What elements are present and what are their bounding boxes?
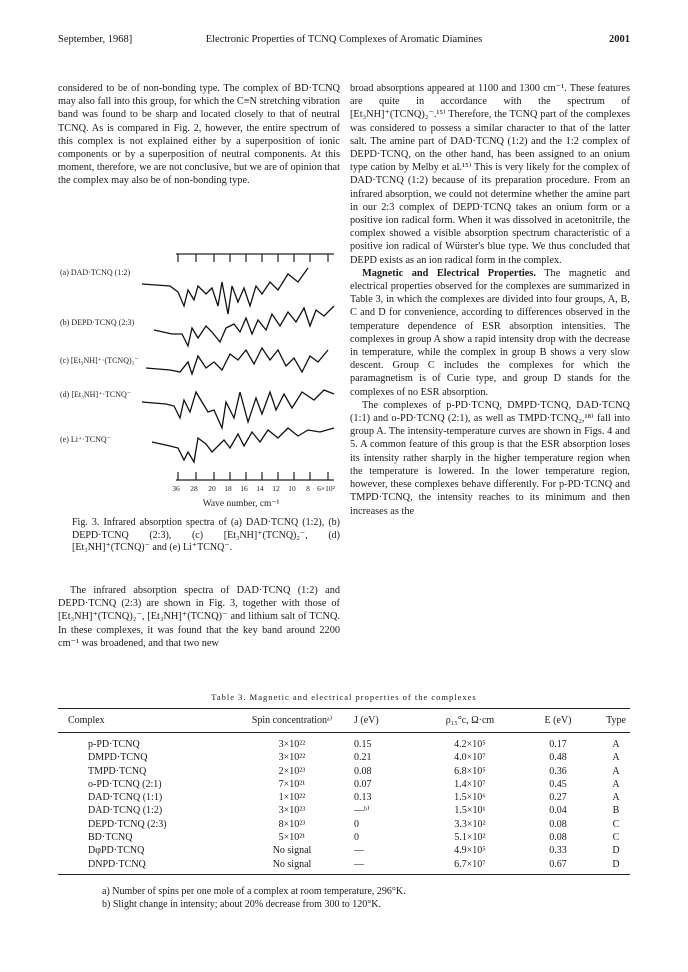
trace-label-a: (a) DAD·TCNQ (1:2) — [60, 268, 131, 277]
resistivity-cell: 4.9×10⁵ — [454, 845, 486, 857]
energy-cell: 0.08 — [549, 832, 567, 844]
j-cell: 0 — [354, 818, 359, 830]
j-cell: — — [344, 858, 426, 875]
resistivity-cell: 6.8×10⁵ — [454, 765, 486, 777]
tick-labels — [172, 484, 335, 493]
x-axis-label: Wave number, cm⁻¹ — [202, 499, 280, 509]
tick-label: 6×10² — [317, 484, 335, 493]
right-column — [350, 82, 630, 518]
table-row — [58, 778, 630, 791]
j-cell: —ᵇ⁾ — [354, 805, 370, 817]
tick-label: 28 — [190, 484, 198, 493]
resistivity-cell: 4.0×10⁷ — [454, 752, 486, 764]
spin-cell: No signal — [240, 858, 344, 875]
paragraph: The complexes of p-PD·TCNQ, DMPD·TCNQ, DAD·TCNQ (1:1) and o-PD·TCNQ (2:1), as well as TMPD·TCNQ₂,¹⁸⁾ fall into group A. The intensity-temperature curves are shown in Figs. 4 and 5. A common feature of this group is that the ESR absorption loses its intensity rather sharply in the higher temperature region when the temperature is lowered. In the lower temperature region, however, these complexes behave differently. For p-PD·TCNQ and TMPD·TCNQ, the intensity reaches to its minimum and then increases as the — [350, 399, 630, 517]
footnote-a: a) Number of spins per one mole of a complex at room temperature, 296°K. — [102, 886, 406, 897]
tick-label: 12 — [272, 484, 280, 493]
trace-d-line — [142, 390, 334, 428]
tick-label: 36 — [172, 484, 180, 493]
page-number: 2001 — [609, 34, 630, 45]
complex-cell: DAD·TCNQ (1:1) — [88, 792, 163, 804]
tick-label: 14 — [256, 484, 264, 493]
header-title: Electronic Properties of TCNQ Complexes of Aromatic Diamines — [205, 34, 483, 45]
type-cell: D — [612, 845, 620, 857]
trace-label-c: (c) [Et₃NH]⁺·(TCNQ)₂⁻ — [60, 356, 139, 365]
header-date: September, 1968] — [58, 34, 133, 45]
trace-e-line — [152, 428, 334, 462]
tick-label: 16 — [240, 484, 248, 493]
table-row — [58, 733, 630, 752]
footnote-b: b) Slight change in intensity; about 20% decrease from 300 to 120°K. — [102, 899, 381, 910]
resistivity-cell: 4.2×10⁵ — [454, 739, 486, 750]
trace-c-line — [146, 348, 328, 374]
spin-cell: 3×10²² — [278, 739, 306, 750]
table-row — [58, 818, 630, 831]
column-header: J (eV) — [344, 709, 426, 733]
paragraph: broad absorptions appeared at 1100 and 1300 cm⁻¹. These features are quite in accordance with the spectrum of [Et₃NH]⁺(TCNQ)₂⁻.¹⁵⁾ Therefore, the TCNQ part of the complexes was considered to possess a similar character to that of the latter salt. The amine part of DAD·TCNQ (1:2) and the 1:2 complex of DEPD·TCNQ, on the other hand, has been assigned to an onium type cation by Melby et al.¹⁵⁾ This is very likely for the complex of DAD·TCNQ (1:2) because of its preparation procedure. From an infrared absorption, we could not determine whether the amine part in our 2:3 complex of DEPD·TCNQ takes an onium form or a positive ion radical form. When it was dissolved in acetonitrile, the complex showed a visible absorption spectrum characteristic of a positive ion radical of Würster's blue type. We thus concluded that DEPD exists as an ion radical form in the complex. — [350, 83, 630, 266]
type-cell: A — [612, 752, 620, 764]
table-title: Table 3. Magnetic and electrical properties of the complexes — [211, 692, 477, 702]
table-row — [58, 831, 630, 844]
resistivity-cell: 1.4×10⁷ — [454, 778, 486, 790]
complex-cell: DAD·TCNQ (1:2) — [88, 805, 163, 817]
properties-table — [58, 708, 630, 875]
energy-cell: 0.33 — [549, 845, 567, 857]
j-cell: — — [354, 845, 364, 857]
spin-cell: 2×10²³ — [278, 765, 306, 777]
energy-cell: 0.27 — [549, 792, 567, 804]
spin-cell: No signal — [272, 845, 312, 857]
table-footnotes — [102, 885, 622, 911]
complex-cell: TMPD·TCNQ — [88, 765, 147, 777]
complex-cell: DNPD·TCNQ — [58, 858, 240, 875]
type-cell: A — [612, 792, 620, 804]
j-cell: 0.13 — [354, 792, 372, 804]
type-cell: A — [612, 765, 620, 777]
spin-cell: 1×10²² — [278, 792, 306, 804]
spin-cell: 3×10²² — [278, 752, 306, 764]
paragraph-text: The magnetic and electrical properties observed for the complexes are summarized in Table 3, in which the complexes are divided into four groups, A, B, C and D for convenience, according to differences observed in the temperature dependence of ESR absorption intensities. The complexes in group A show a rapid intensity drop with the decrease in temperature, while the complex in group B shows a very slow descent. Group C includes the complexes for which the paramagnetism is of Curie type, and group D stands for the complexes of no ESR absorption. — [350, 267, 630, 398]
resistivity-cell: 1.5×10⁶ — [454, 792, 486, 804]
figure-caption — [72, 517, 340, 555]
complex-cell: DEPD·TCNQ (2:3) — [88, 818, 167, 830]
j-cell: 0.15 — [354, 739, 372, 750]
trace-label-b: (b) DEPD·TCNQ (2:3) — [60, 318, 135, 327]
top-ticks — [178, 254, 328, 262]
energy-cell: 0.67 — [514, 858, 602, 875]
trace-b-line — [154, 306, 334, 346]
complex-cell: p-PD·TCNQ — [88, 739, 140, 750]
spin-cell: 8×10²³ — [278, 818, 306, 830]
trace-a-line — [142, 268, 308, 314]
complex-cell: BD·TCNQ — [88, 832, 133, 844]
table-row — [58, 844, 630, 857]
paragraph: The infrared absorption spectra of DAD·TCNQ (1:2) and DEPD·TCNQ (2:3) are shown in Fig. 3, together with those of [Et₃NH]⁺(TCNQ)₂⁻, [Et₃NH]⁺(TCNQ)⁻ and lithium salt of TCNQ. In these complexes, it was found that the key band around 2200 cm⁻¹ was broadened, and that two new — [58, 585, 340, 649]
caption-text: Fig. 3. Infrared absorption spectra of (a) DAD·TCNQ (1:2), (b) DEPD·TCNQ (2:3), (c) [Et₃NH]⁺(TCNQ)₂⁻, (d) [Et₃NH]⁺(TCNQ)⁻ and (e) Li⁺TCNQ⁻. — [72, 517, 340, 553]
table-row — [58, 858, 630, 875]
column-header: Type — [602, 709, 630, 733]
column-header: ρ₁₅°c, Ω·cm — [426, 709, 514, 733]
resistivity-cell: 6.7×10⁷ — [426, 858, 514, 875]
type-cell: A — [612, 778, 620, 790]
table-row — [58, 751, 630, 764]
resistivity-cell: 3.3×10² — [454, 818, 486, 830]
complex-cell: DφPD·TCNQ — [88, 845, 145, 857]
type-cell: B — [612, 805, 620, 817]
column-header: Complex — [58, 709, 240, 733]
column-header: E (eV) — [514, 709, 602, 733]
energy-cell: 0.48 — [549, 752, 567, 764]
spin-cell: 7×10²¹ — [278, 778, 306, 790]
tick-label: 8 — [306, 484, 310, 493]
j-cell: 0.07 — [354, 778, 372, 790]
table-row — [58, 791, 630, 804]
j-cell: 0.21 — [354, 752, 372, 764]
trace-label-e: (e) Li⁺·TCNQ⁻ — [60, 435, 111, 444]
spin-cell: 5×10²¹ — [278, 832, 306, 844]
paragraph — [350, 267, 630, 399]
paragraph: considered to be of non-bonding type. The complex of BD·TCNQ may also fall into this group, for which the C≡N stretching vibration band was found to be sharp and located closely to that of neutral TCNQ. As is compared in Fig. 2, however, the entire spectrum of this complex is not explained either by a superposition of ionic components or by a superposition of neutral components. At this moment, therefore, we are not conclusive, but we are of opinion that the complex may also be of non-bonding type. — [58, 83, 340, 187]
table-header-row — [58, 709, 630, 733]
left-column-top — [58, 82, 340, 188]
column-header: Spin concentrationᵃ⁾ — [240, 709, 344, 733]
tick-label: 18 — [224, 484, 232, 493]
tick-label: 10 — [288, 484, 296, 493]
complex-cell: DMPD·TCNQ — [88, 752, 148, 764]
complex-cell: o-PD·TCNQ (2:1) — [88, 778, 162, 790]
energy-cell: 0.04 — [549, 805, 567, 817]
trace-label-d: (d) [Et₃NH]⁺·TCNQ⁻ — [60, 390, 131, 399]
tick-label: 20 — [208, 484, 216, 493]
ir-spectra-figure — [58, 242, 340, 514]
energy-cell: 0.17 — [549, 739, 567, 750]
left-column-bottom — [58, 584, 340, 650]
spectra-plot — [58, 242, 340, 514]
energy-cell: 0.08 — [549, 818, 567, 830]
section-heading: Magnetic and Electrical Properties. — [362, 267, 536, 279]
type-cell: A — [612, 739, 620, 750]
resistivity-cell: 5.1×10² — [454, 832, 486, 844]
type-cell: C — [612, 818, 620, 830]
energy-cell: 0.45 — [549, 778, 567, 790]
bottom-ticks — [178, 472, 328, 480]
spin-cell: 3×10²³ — [278, 805, 306, 817]
energy-cell: 0.36 — [549, 765, 567, 777]
resistivity-cell: 1.5×10¹ — [454, 805, 486, 817]
table-row — [58, 765, 630, 778]
table-row — [58, 804, 630, 817]
type-cell: D — [602, 858, 630, 875]
j-cell: 0.08 — [354, 765, 372, 777]
type-cell: C — [612, 832, 620, 844]
j-cell: 0 — [354, 832, 359, 844]
